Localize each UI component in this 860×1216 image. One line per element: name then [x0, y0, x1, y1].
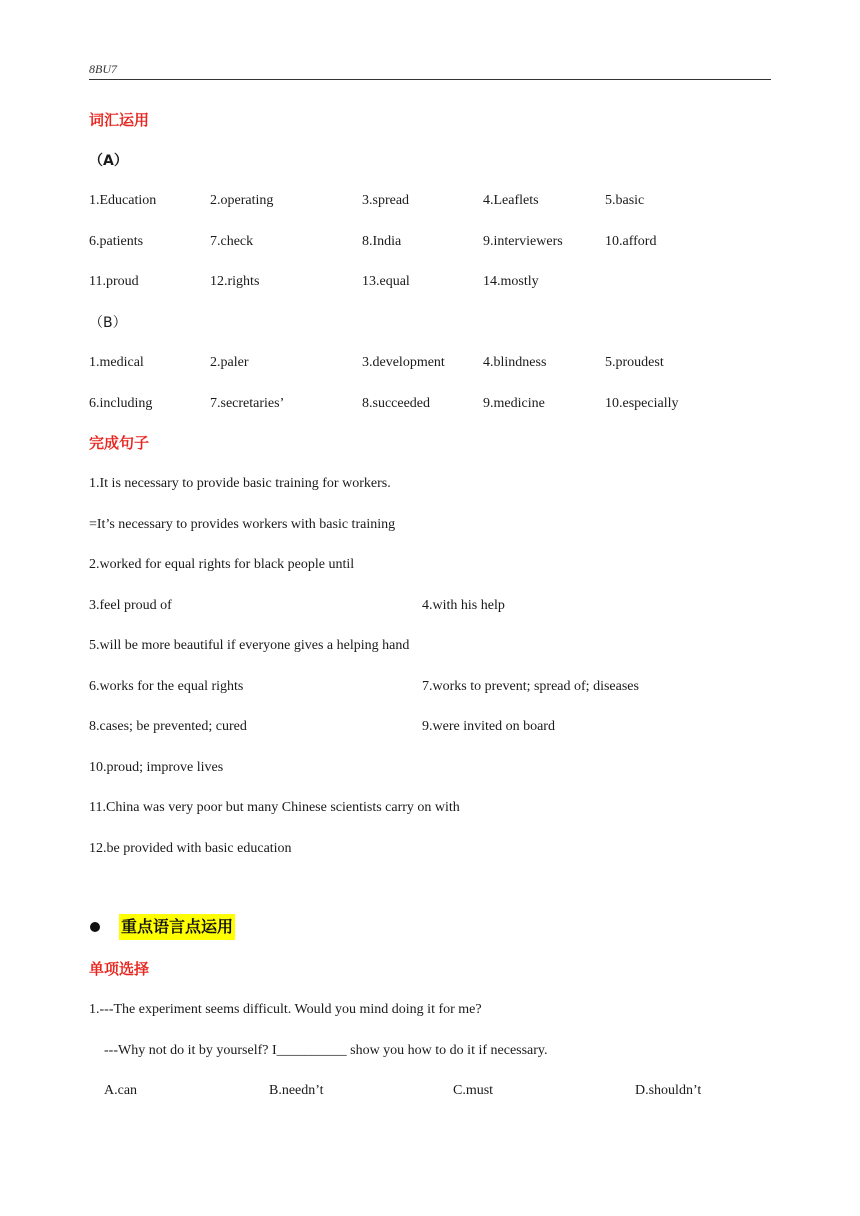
- sentences-title: 完成句子: [89, 434, 150, 452]
- sentence-item: 7.works to prevent; spread of; diseases: [422, 679, 639, 694]
- option-a: A.can: [104, 1083, 138, 1098]
- bullet-icon: [90, 922, 100, 932]
- keypoints-title: 重点语言点运用: [119, 914, 235, 940]
- part-b-cell: 2.paler: [210, 355, 249, 370]
- part-a-cell: 1.Education: [89, 193, 157, 208]
- part-b-cell: 7.secretaries’: [210, 396, 285, 411]
- part-a-cell: 5.basic: [605, 193, 645, 208]
- part-a-cell: 13.equal: [362, 274, 410, 289]
- vocab-title: 词汇运用: [89, 111, 150, 129]
- part-a-cell: 12.rights: [210, 274, 260, 289]
- part-a-cell: 4.Leaflets: [483, 193, 539, 208]
- sentence-item: 11.China was very poor but many Chinese scientists carry on with: [89, 800, 460, 815]
- part-a-cell: 3.spread: [362, 193, 410, 208]
- sentence-item: 2.worked for equal rights for black people until: [89, 557, 355, 572]
- sentence-item: 5.will be more beautiful if everyone gives a helping hand: [89, 638, 410, 653]
- part-b-cell: 9.medicine: [483, 396, 545, 411]
- part-b-cell: 3.development: [362, 355, 445, 370]
- part-a-cell: 9.interviewers: [483, 234, 563, 249]
- part-b-cell: 6.including: [89, 396, 153, 411]
- part-a-cell: 11.proud: [89, 274, 139, 289]
- question-text: 1.---The experiment seems difficult. Would you mind doing it for me?: [89, 1002, 482, 1017]
- page-header: [89, 62, 771, 80]
- part-a-cell: 10.afford: [605, 234, 657, 249]
- sentence-item: 3.feel proud of: [89, 598, 172, 613]
- part-a-cell: 7.check: [210, 234, 254, 249]
- part-a-cell: 2.operating: [210, 193, 274, 208]
- part-b-cell: 1.medical: [89, 355, 144, 370]
- sentence-item: 12.be provided with basic education: [89, 841, 292, 856]
- part-a-cell: 8.India: [362, 234, 402, 249]
- sentence-item: 10.proud; improve lives: [89, 760, 224, 775]
- header-text: 8BU7: [89, 62, 117, 76]
- sentence-item: 9.were invited on board: [422, 719, 555, 734]
- sentence-item: 1.It is necessary to provide basic training for workers.: [89, 476, 391, 491]
- sentence-item: =It’s necessary to provides workers with basic training: [89, 517, 396, 532]
- option-d: D.shouldn’t: [635, 1083, 702, 1098]
- single-choice-title: 单项选择: [89, 960, 150, 978]
- sentence-item: 8.cases; be prevented; cured: [89, 719, 247, 734]
- part-a-cell: 14.mostly: [483, 274, 539, 289]
- part-b-cell: 10.especially: [605, 396, 679, 411]
- question-reply: ---Why not do it by yourself? I__________ show you how to do it if necessary.: [104, 1043, 548, 1058]
- part-b-label: （B）: [89, 315, 127, 331]
- option-c: C.must: [453, 1083, 494, 1098]
- part-b-cell: 5.proudest: [605, 355, 664, 370]
- option-b: B.needn’t: [269, 1083, 324, 1098]
- sentence-item: 6.works for the equal rights: [89, 679, 244, 694]
- part-b-cell: 8.succeeded: [362, 396, 431, 411]
- part-b-cell: 4.blindness: [483, 355, 547, 370]
- part-a-label: （A）: [89, 153, 128, 169]
- sentence-item: 4.with his help: [422, 598, 505, 613]
- part-a-cell: 6.patients: [89, 234, 144, 249]
